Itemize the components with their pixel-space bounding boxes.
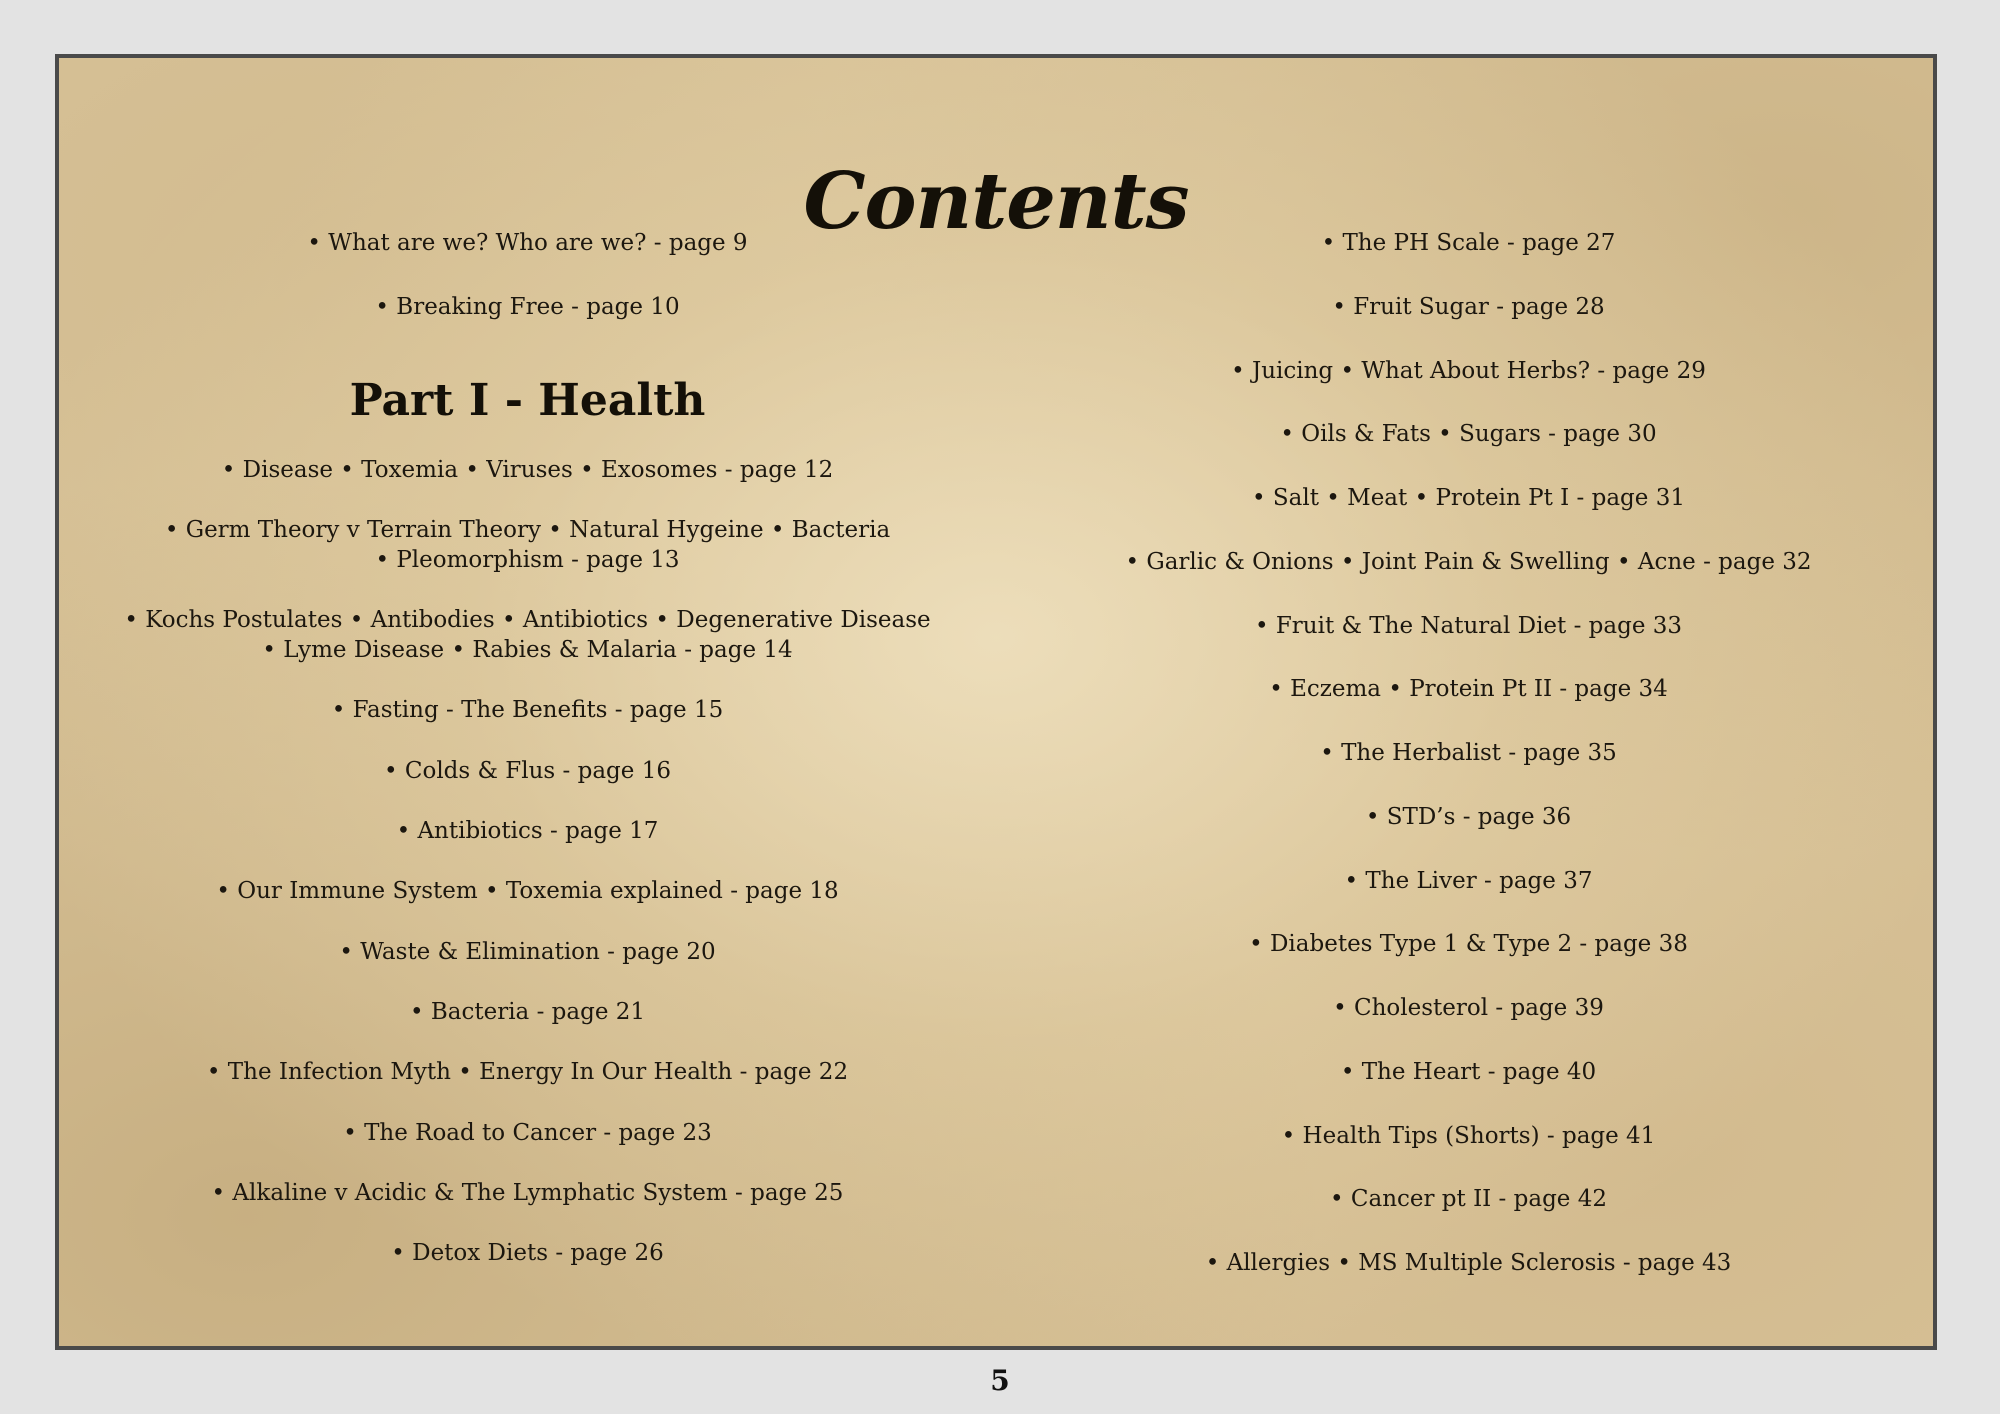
page-number: 5 — [990, 1364, 1010, 1397]
toc-entry: • The Herbalist - page 35 — [1320, 740, 1617, 766]
toc-entry: • Colds & Flus - page 16 — [384, 758, 671, 784]
toc-entry: • Detox Diets - page 26 — [391, 1240, 664, 1266]
toc-entry: • The Road to Cancer - page 23 — [343, 1120, 712, 1146]
toc-entry: • Oils & Fats • Sugars - page 30 — [1280, 421, 1657, 447]
right-column — [996, 58, 1937, 1346]
toc-entry: • Salt • Meat • Protein Pt I - page 31 — [1252, 485, 1685, 511]
toc-entry: • Cholesterol - page 39 — [1333, 995, 1604, 1021]
toc-entry: • Germ Theory v Terrain Theory • Natural Hygeine • Bacteria — [164, 517, 891, 543]
toc-entry: • Eczema • Protein Pt II - page 34 — [1269, 676, 1668, 702]
toc-entry: • Waste & Elimination - page 20 — [339, 939, 716, 965]
part-heading: Part I - Health — [349, 375, 706, 426]
toc-entry: • Alkaline v Acidic & The Lymphatic System - page 25 — [211, 1180, 844, 1206]
toc-entry-continuation: • Lyme Disease • Rabies & Malaria - page 14 — [262, 637, 793, 663]
toc-entry: • Cancer pt II - page 42 — [1330, 1186, 1607, 1212]
toc-entry: • The Infection Myth • Energy In Our Health - page 22 — [206, 1059, 849, 1085]
toc-entry: • The Heart - page 40 — [1340, 1059, 1597, 1085]
toc-entry: • Our Immune System • Toxemia explained - page 18 — [216, 878, 839, 904]
toc-entry: • The Liver - page 37 — [1344, 868, 1593, 894]
toc-entry: • Juicing • What About Herbs? - page 29 — [1231, 358, 1706, 384]
toc-entry: • Breaking Free - page 10 — [375, 294, 680, 320]
left-column — [59, 58, 996, 1346]
toc-entry: • Disease • Toxemia • Viruses • Exosomes - page 12 — [221, 457, 834, 483]
toc-entry: • Antibiotics - page 17 — [396, 818, 659, 844]
toc-entry: • STD’s - page 36 — [1365, 804, 1572, 830]
toc-entry: • The PH Scale - page 27 — [1321, 230, 1616, 256]
toc-entry: • Allergies • MS Multiple Sclerosis - page 43 — [1205, 1250, 1732, 1276]
toc-entry: • Fruit & The Natural Diet - page 33 — [1254, 613, 1683, 639]
toc-entry: • Fruit Sugar - page 28 — [1332, 294, 1605, 320]
toc-entry-continuation: • Pleomorphism - page 13 — [375, 547, 680, 573]
toc-entry: • Fasting - The Benefits - page 15 — [331, 697, 724, 723]
contents-page — [55, 54, 1937, 1350]
contents-title: Contents — [803, 156, 1189, 247]
toc-entry: • Garlic & Onions • Joint Pain & Swelling • Acne - page 32 — [1125, 549, 1812, 575]
toc-entry: • Health Tips (Shorts) - page 41 — [1281, 1123, 1656, 1149]
toc-entry: • What are we? Who are we? - page 9 — [307, 230, 748, 256]
toc-entry: • Kochs Postulates • Antibodies • Antibiotics • Degenerative Disease — [124, 607, 931, 633]
toc-entry: • Bacteria - page 21 — [409, 999, 646, 1025]
toc-entry: • Diabetes Type 1 & Type 2 - page 38 — [1249, 931, 1688, 957]
